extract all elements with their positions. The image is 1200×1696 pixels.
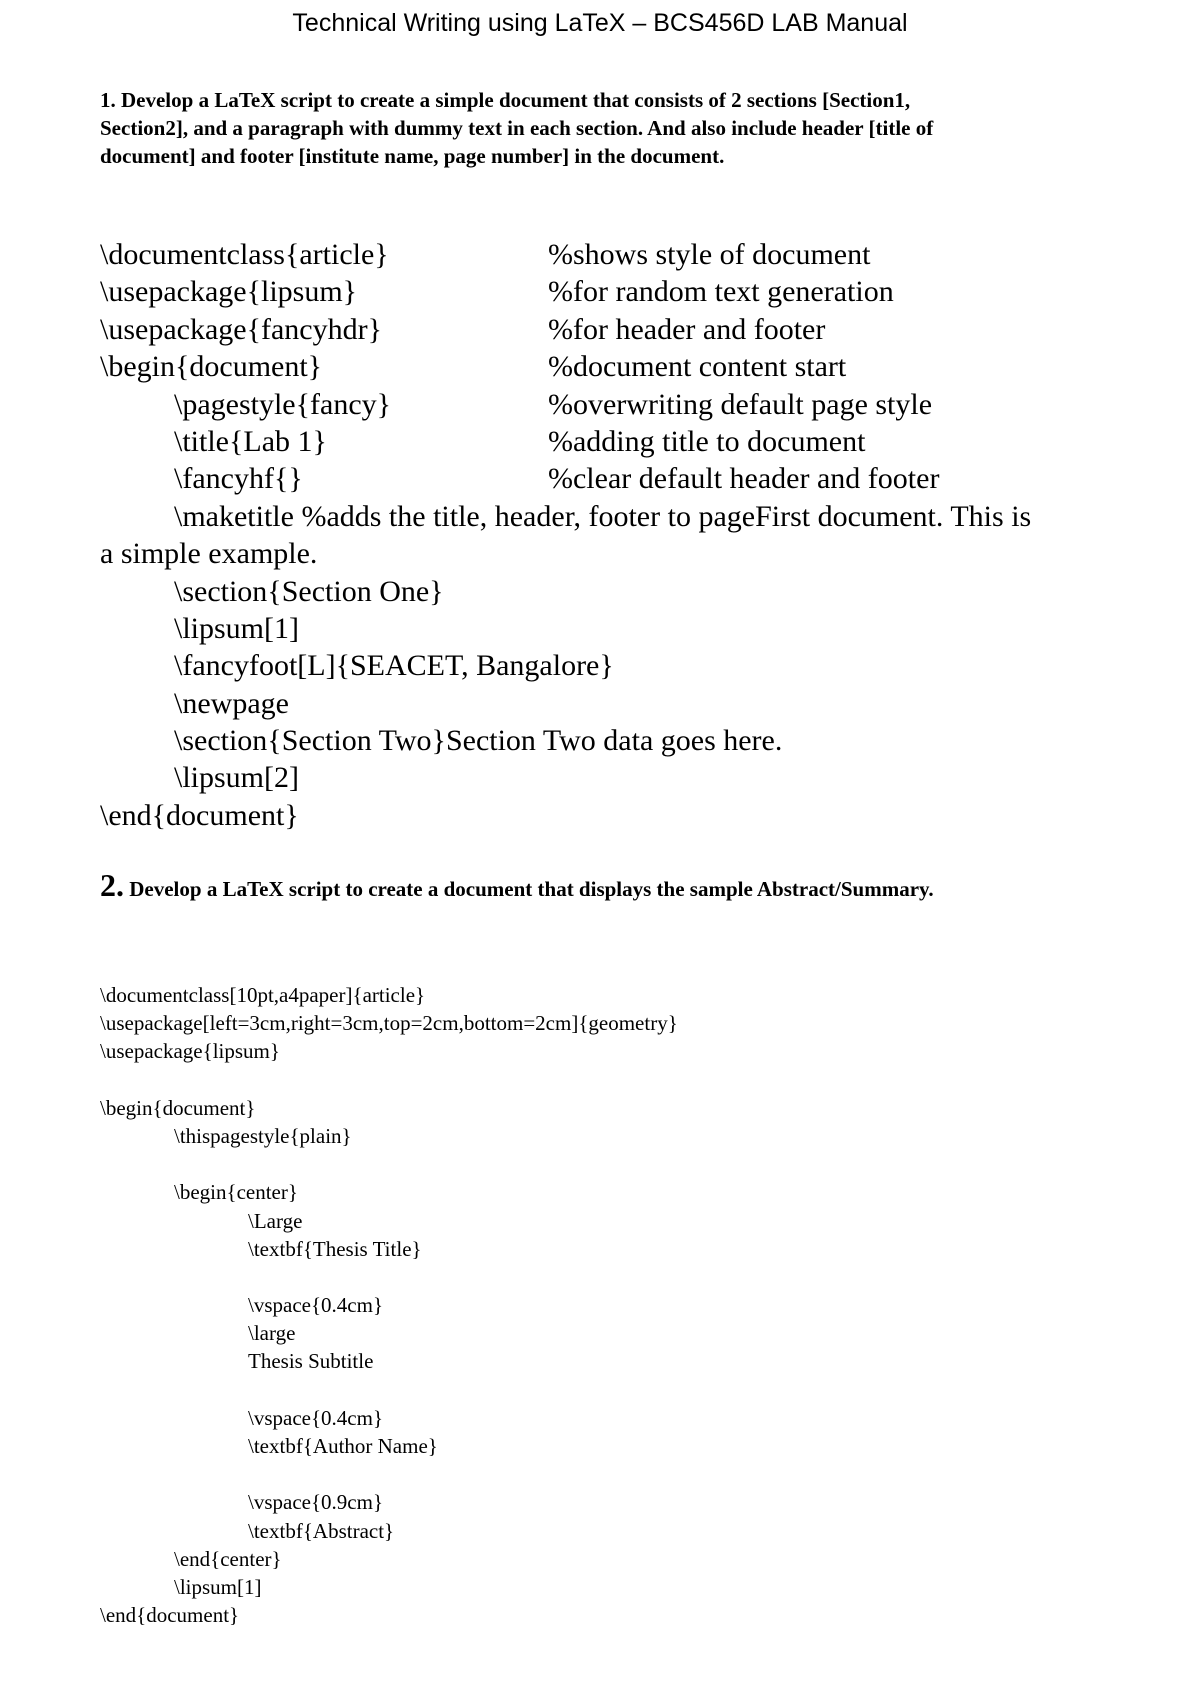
code-line: \textbf{Abstract} — [248, 1518, 395, 1543]
code-text: \documentclass{article} — [100, 238, 389, 271]
code-block-2 — [100, 981, 1000, 1629]
code-line: \end{center} — [174, 1546, 282, 1571]
code-line: \begin{document} — [100, 1095, 256, 1120]
code-line — [100, 423, 1110, 460]
question-1-heading: 1. Develop a LaTeX script to create a simple document that consists of 2 sections [Section1, Section2], and a paragraph with dummy text in each section. And also include header [title of document] and footer [institute name, page number] in the document. — [100, 88, 934, 168]
code-text: \maketitle %adds the title, header, footer to pageFirst document. This is — [174, 499, 1032, 533]
code-line: \newpage — [174, 686, 289, 720]
code-comment: %for header and footer — [548, 312, 826, 346]
code-line: \thispagestyle{plain} — [174, 1123, 352, 1148]
code-line: \end{document} — [100, 1603, 240, 1628]
code-line — [100, 498, 1110, 535]
code-line: \section{Section Two}Section Two data goes here. — [174, 724, 783, 758]
code-line — [100, 460, 1110, 497]
blank-line — [100, 1150, 1000, 1178]
code-comment: %adding title to document — [548, 424, 866, 458]
code-line: \vspace{0.4cm} — [248, 1405, 384, 1430]
code-line: \usepackage{lipsum} — [100, 1039, 280, 1064]
code-line: \lipsum[1] — [174, 1574, 262, 1599]
code-text: \begin{document} — [100, 350, 323, 384]
blank-line — [100, 1263, 1000, 1291]
code-comment: %overwriting default page style — [548, 387, 933, 421]
code-line — [100, 386, 1110, 423]
code-line — [100, 311, 1110, 348]
code-line: \vspace{0.4cm} — [248, 1293, 384, 1318]
code-line — [100, 236, 1110, 273]
blank-line — [100, 1376, 1000, 1404]
code-comment: %shows style of document — [548, 238, 871, 271]
code-comment: %document content start — [548, 350, 847, 384]
code-text: \pagestyle{fancy} — [174, 387, 392, 421]
code-line: \fancyfoot[L]{SEACET, Bangalore} — [174, 649, 614, 683]
code-text: \usepackage{lipsum} — [100, 275, 358, 309]
code-line — [100, 273, 1110, 310]
code-text: a simple example. — [100, 537, 318, 571]
code-line — [100, 348, 1110, 385]
code-line: \Large — [248, 1208, 303, 1233]
code-text: \title{Lab 1} — [174, 424, 327, 458]
code-line: \lipsum[2] — [174, 761, 299, 795]
code-comment: %clear default header and footer — [548, 462, 940, 496]
code-line: \end{document} — [100, 798, 299, 832]
question-number: 2. — [100, 867, 124, 903]
code-line: \usepackage[left=3cm,right=3cm,top=2cm,bottom=2cm]{geometry} — [100, 1011, 678, 1036]
code-block-1 — [100, 236, 1110, 834]
question-text: Develop a LaTeX script to create a document that displays the sample Abstract/Summary. — [129, 877, 934, 901]
code-line: \textbf{Thesis Title} — [248, 1236, 422, 1261]
code-line: \large — [248, 1321, 296, 1346]
code-line: \documentclass[10pt,a4paper]{article} — [100, 983, 426, 1007]
code-line: \begin{center} — [174, 1180, 298, 1205]
code-text: \usepackage{fancyhdr} — [100, 312, 382, 346]
code-line: \lipsum[1] — [174, 611, 299, 645]
code-text: \fancyhf{} — [174, 462, 303, 496]
code-comment: %for random text generation — [548, 275, 894, 309]
code-line: \section{Section One} — [174, 574, 444, 608]
code-line: \textbf{Author Name} — [248, 1434, 438, 1458]
page-header: Technical Writing using LaTeX – BCS456D LAB Manual — [292, 9, 908, 37]
question-2-heading — [100, 867, 960, 904]
code-line: \vspace{0.9cm} — [248, 1490, 384, 1515]
blank-line — [100, 1066, 1000, 1094]
blank-line — [100, 1460, 1000, 1488]
code-line — [100, 535, 1110, 572]
code-line: Thesis Subtitle — [248, 1349, 374, 1374]
